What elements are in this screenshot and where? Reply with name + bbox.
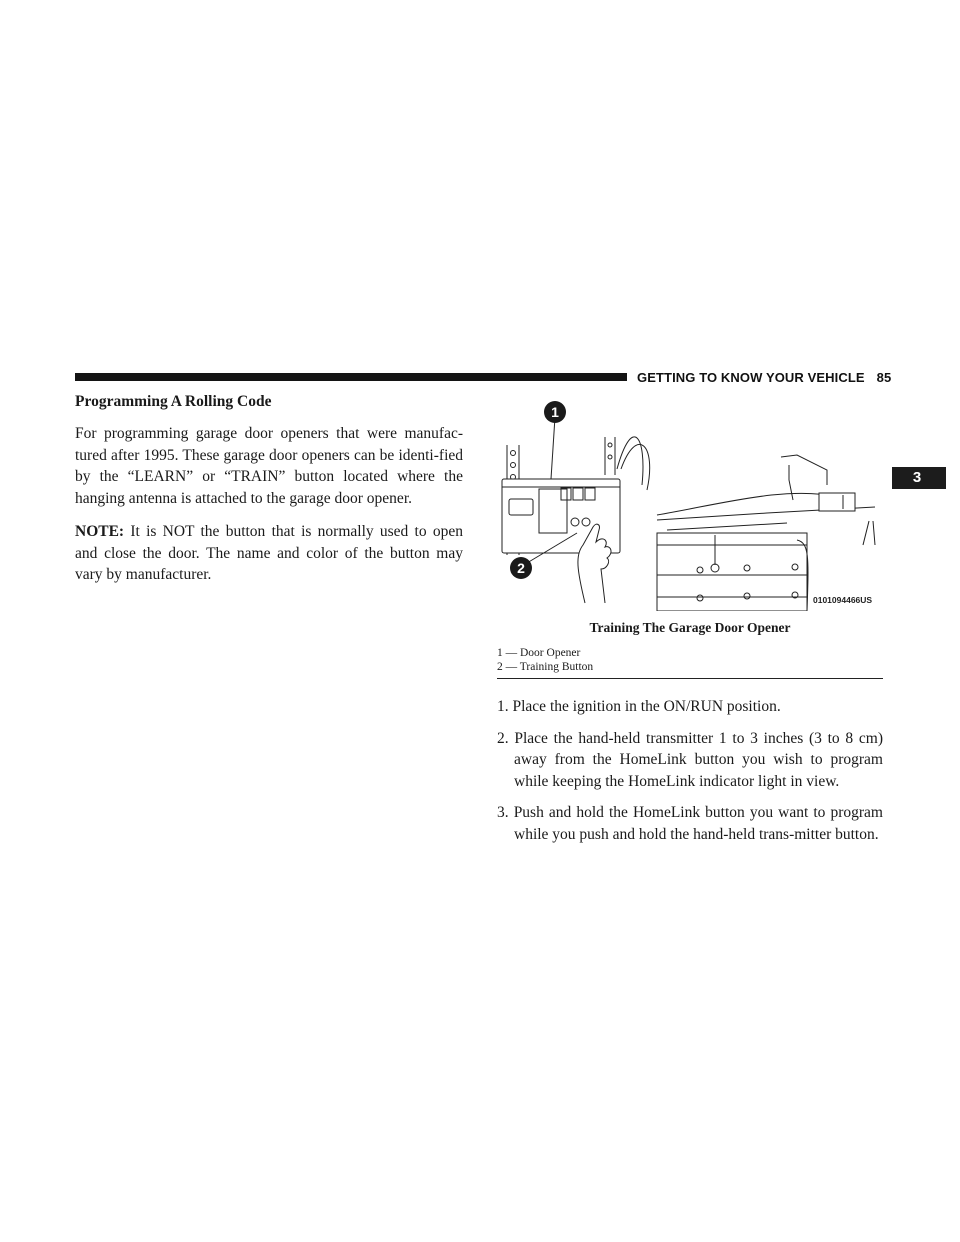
left-column bbox=[75, 393, 463, 598]
figure-legend bbox=[497, 646, 883, 674]
illustration-svg bbox=[497, 395, 883, 611]
running-header bbox=[637, 370, 891, 385]
note-label: NOTE: bbox=[75, 523, 125, 540]
legend-item: 1 — Door Opener bbox=[497, 647, 581, 659]
legend-item: 2 — Training Button bbox=[497, 661, 594, 673]
callout-2-label: 2 bbox=[517, 560, 525, 576]
step-item: 2. Place the hand-held transmitter 1 to 3 inches (3 to 8 cm) away from the HomeLink button you wish to program while keeping the HomeLink indicator light in view. bbox=[497, 729, 883, 790]
note-text: It is NOT the button that is normally used to open and close the door. The name and color of the button may vary by manufacturer. bbox=[75, 523, 463, 583]
chapter-tab: 3 bbox=[892, 467, 946, 489]
header-rule bbox=[75, 373, 627, 381]
callout-1-label: 1 bbox=[551, 404, 559, 420]
garage-opener-illustration bbox=[497, 395, 883, 611]
section-heading: Programming A Rolling Code bbox=[75, 393, 272, 410]
page-number: 85 bbox=[876, 370, 892, 385]
figure-caption: Training The Garage Door Opener bbox=[589, 620, 791, 635]
legend-rule bbox=[497, 678, 883, 679]
step-item: 3. Push and hold the HomeLink button you want to program while you push and hold the hand-held trans-mitter button. bbox=[497, 804, 883, 843]
steps-list bbox=[497, 696, 883, 855]
header-section-title: GETTING TO KNOW YOUR VEHICLE bbox=[637, 370, 865, 385]
step-item: 1. Place the ignition in the ON/RUN position. bbox=[497, 698, 781, 715]
intro-paragraph: For programming garage door openers that were manufac-tured after 1995. These garage door openers can be identi-fied by the “LEARN” or “TRAIN” button located where the hanging antenna is attached to the garage door opener. bbox=[75, 425, 463, 507]
note-paragraph bbox=[75, 521, 463, 586]
image-code: 0101094466US bbox=[813, 595, 873, 605]
